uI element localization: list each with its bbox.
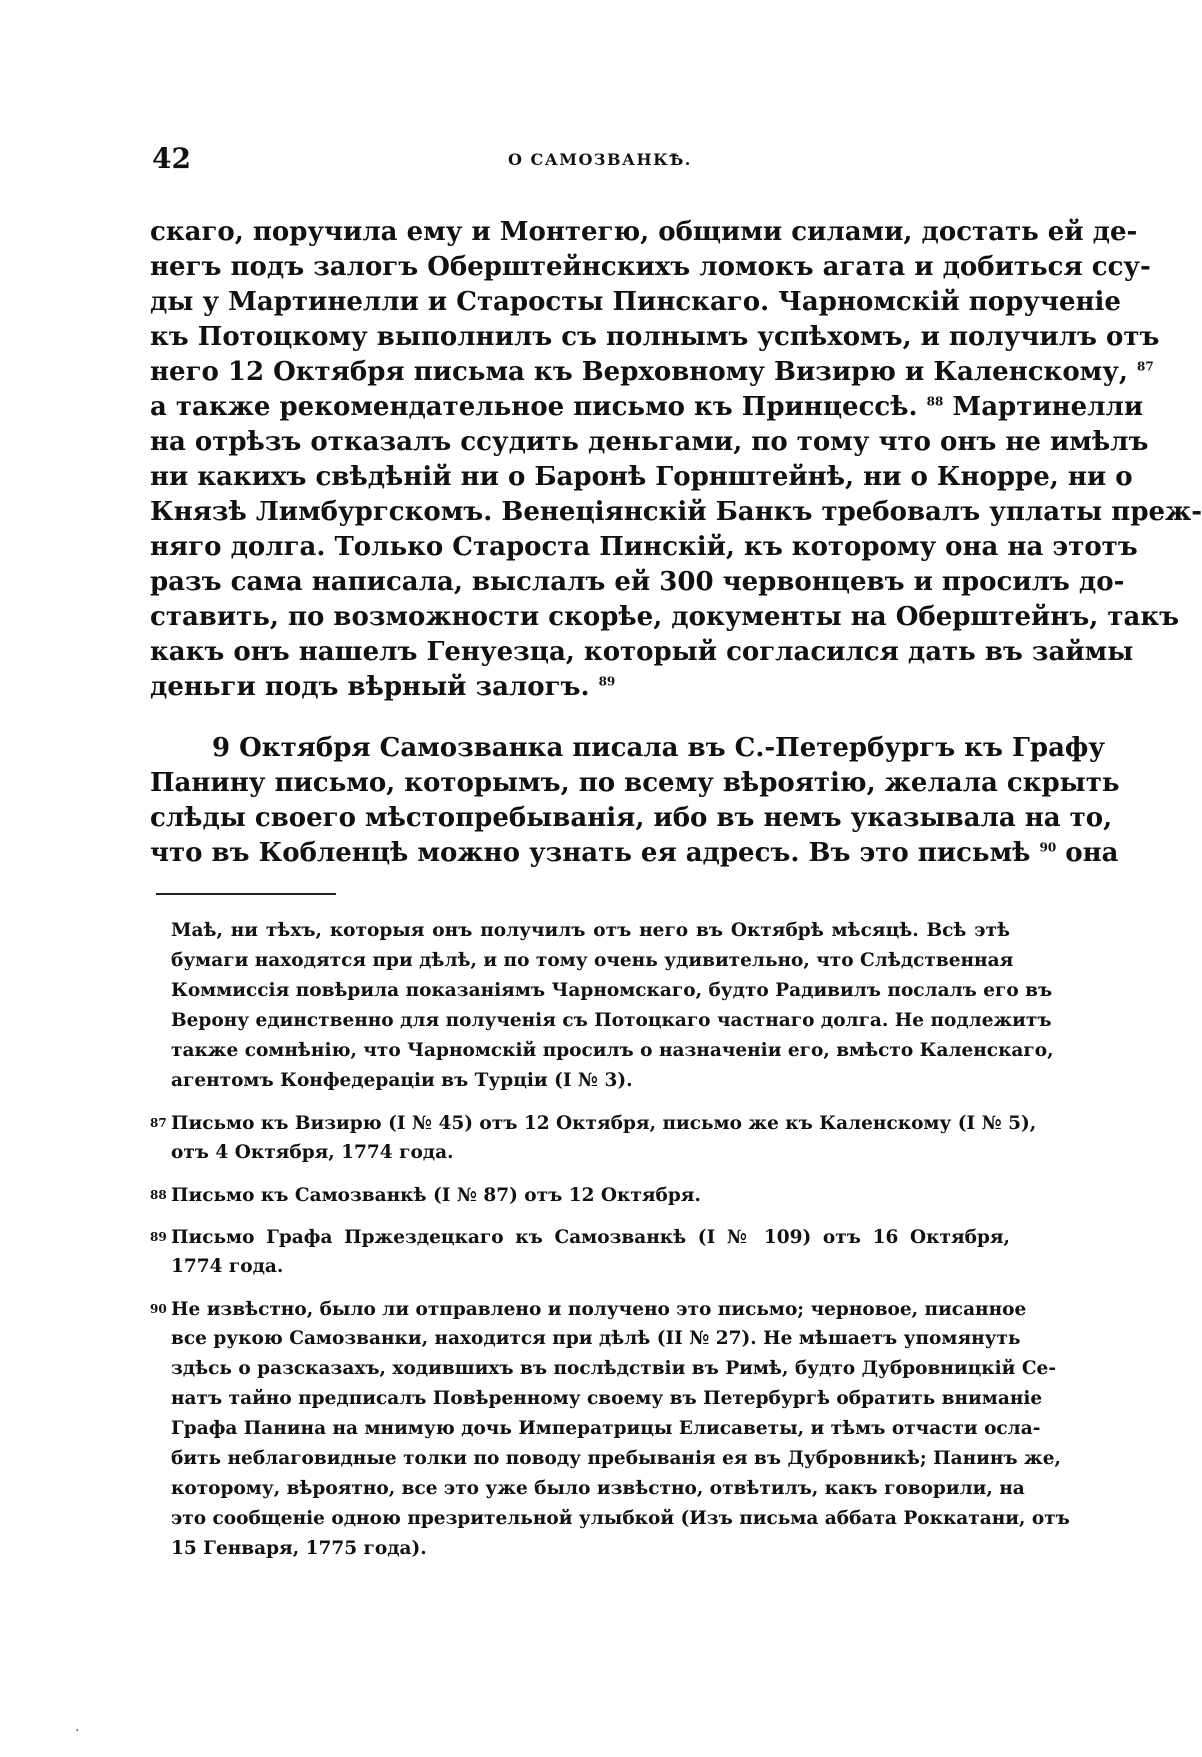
footnote-line	[150, 1180, 1010, 1210]
text-line: какъ онъ нашелъ Генуезца, который согласился дать въ займы	[150, 637, 1134, 667]
footnotes	[150, 916, 1070, 1576]
footnote-line: отъ 4 Октября, 1774 года.	[171, 1142, 454, 1163]
text-line: Панину письмо, которымъ, по всему вѣроятію, желала скрыть	[150, 768, 1120, 798]
text-segment: а также рекомендательное письмо къ Принцессѣ.	[150, 392, 918, 422]
text-line: ставить, по возможности скорѣе, документы на Оберштейнъ, такъ	[150, 602, 1180, 632]
text-line	[150, 836, 1119, 871]
footnote-line: которому, вѣроятно, все это уже было извѣстно, отвѣтилъ, какъ говорили, на	[171, 1478, 1025, 1499]
footnote-text: Письмо къ Визирю (I № 45) отъ 12 Октября, письмо же къ Каленскому (I № 5),	[171, 1113, 1037, 1134]
footnote-number: 89	[150, 1230, 167, 1244]
text-line: на отрѣзъ отказалъ ссудить деньгами, по тому что онъ не имѣлъ	[150, 427, 1149, 457]
footnote-number: 90	[150, 1302, 167, 1316]
footnote-line: агентомъ Конфедераціи въ Турціи (I № 3).	[171, 1070, 633, 1091]
text-segment: Мартинелли	[952, 392, 1144, 422]
footnote-line: натъ тайно предписалъ Повѣренному своему въ Петербургѣ обратить вниманіе	[171, 1388, 1043, 1409]
text-line: негъ подъ залогъ Оберштейнскихъ ломокъ агата и добиться ссу-	[150, 252, 1151, 282]
footnote-line: бумаги находятся при дѣлѣ, и по тому очень удивительно, что Слѣдственная	[171, 950, 1014, 971]
text-line	[150, 355, 1154, 390]
page-header	[148, 140, 1008, 180]
text-line: къ Потоцкому выполнилъ съ полнымъ успѣхомъ, и получилъ отъ	[150, 322, 1160, 352]
footnote-90	[150, 1294, 1070, 1564]
text-line: Князѣ Лимбургскомъ. Венеціянскій Банкъ требовалъ уплаты преж-	[150, 497, 1202, 527]
scan-mark: ·	[75, 1723, 80, 1739]
footnote-number: 87	[150, 1116, 167, 1130]
text-segment: она	[1065, 838, 1119, 868]
text-line: разъ сама написала, выслалъ ей 300 червонцевъ и просилъ до-	[150, 567, 1125, 597]
footnote-line: здѣсь о разсказахъ, ходившихъ въ послѣдствіи въ Римѣ, будто Дубровницкій Се-	[171, 1358, 1056, 1379]
text-segment: деньги подъ вѣрный залогъ.	[150, 672, 590, 702]
footnote-line: Верону единственно для полученія съ Потоцкаго частнаго долга. Не подлежитъ	[171, 1010, 1052, 1031]
text-line: скаго, поручила ему и Монтегю, общими силами, достать ей де-	[150, 217, 1138, 247]
footnote-line: также сомнѣнію, что Чарномскій просилъ о назначеніи его, вмѣсто Каленскаго,	[171, 1040, 1054, 1061]
footnote-89	[150, 1222, 1010, 1282]
footnote-divider	[156, 893, 336, 895]
paragraph-gap	[150, 705, 1010, 731]
footnote-line: Маѣ, ни тѣхъ, которыя онъ получилъ отъ него въ Октябрѣ мѣсяцѣ. Всѣ этѣ	[171, 920, 1010, 941]
footnote-ref[interactable]: 87	[1137, 359, 1154, 374]
footnote-line: Графа Панина на мнимую дочь Императрицы Елисаветы, и тѣмъ отчасти осла-	[171, 1418, 1041, 1439]
text-line: няго долга. Только Староста Пинскій, къ которому она на этотъ	[150, 532, 1138, 562]
running-title: О САМОЗВАНКѢ.	[508, 150, 692, 169]
text-segment: него 12 Октября письма къ Верховному Визирю и Каленскому,	[150, 357, 1128, 387]
page-number: 42	[152, 142, 191, 175]
text-line: слѣды своего мѣстопребыванія, ибо въ немъ указывала на то,	[150, 803, 1113, 833]
footnote-continuation	[150, 916, 1054, 1096]
footnote-ref[interactable]: 89	[598, 674, 616, 689]
footnote-line: 15 Генваря, 1775 года).	[171, 1538, 427, 1559]
footnote-line: Коммиссія повѣрила показаніямъ Чарномскаго, будто Радивилъ послалъ его въ	[171, 980, 1053, 1001]
footnote-ref[interactable]: 88	[926, 394, 944, 409]
footnote-text: Не извѣстно, было ли отправлено и получено это письмо; черновое, писанное	[171, 1299, 1027, 1320]
paragraph-1	[150, 215, 1202, 705]
text-line: ды у Мартинелли и Старосты Пинскаго. Чарномскій порученіе	[150, 287, 1121, 317]
footnote-88	[150, 1180, 1010, 1210]
text-line	[150, 390, 1144, 425]
footnote-line	[150, 1108, 1037, 1138]
text-segment: что въ Кобленцѣ можно узнать ея адресъ. Въ это письмѣ	[150, 838, 1031, 868]
text-line: ни какихъ свѣдѣній ни о Баронѣ Горнштейнѣ, ни о Кнорре, ни о	[150, 462, 1133, 492]
footnote-line: это сообщеніе одною презрительной улыбкой (Изъ письма аббата Роккатани, отъ	[171, 1508, 1070, 1529]
footnote-line: все рукою Самозванки, находится при дѣлѣ (II № 27). Не мѣшаетъ упомянуть	[171, 1328, 1021, 1349]
paragraph-2	[150, 731, 1120, 871]
main-text	[150, 215, 1202, 871]
footnote-line: 1774 года.	[171, 1256, 284, 1277]
footnote-text: Письмо къ Самозванкѣ (I № 87) отъ 12 Октября.	[171, 1185, 701, 1206]
footnote-line	[150, 1294, 1027, 1324]
text-line	[150, 670, 1010, 705]
footnote-line: бить неблаговидные толки по поводу пребыванія ея въ Дубровникѣ; Панинъ же,	[171, 1448, 1061, 1469]
text-line: 9 Октября Самозванка писала въ С.-Петербургъ къ Графу	[212, 733, 1106, 763]
footnote-number: 88	[150, 1188, 167, 1202]
footnote-ref[interactable]: 90	[1039, 840, 1057, 855]
footnote-87	[150, 1108, 1037, 1168]
footnote-text: Письмо Графа Пржездецкаго къ Самозванкѣ (I № 109) отъ 16 Октября,	[171, 1227, 1010, 1248]
footnote-line	[150, 1222, 1010, 1252]
